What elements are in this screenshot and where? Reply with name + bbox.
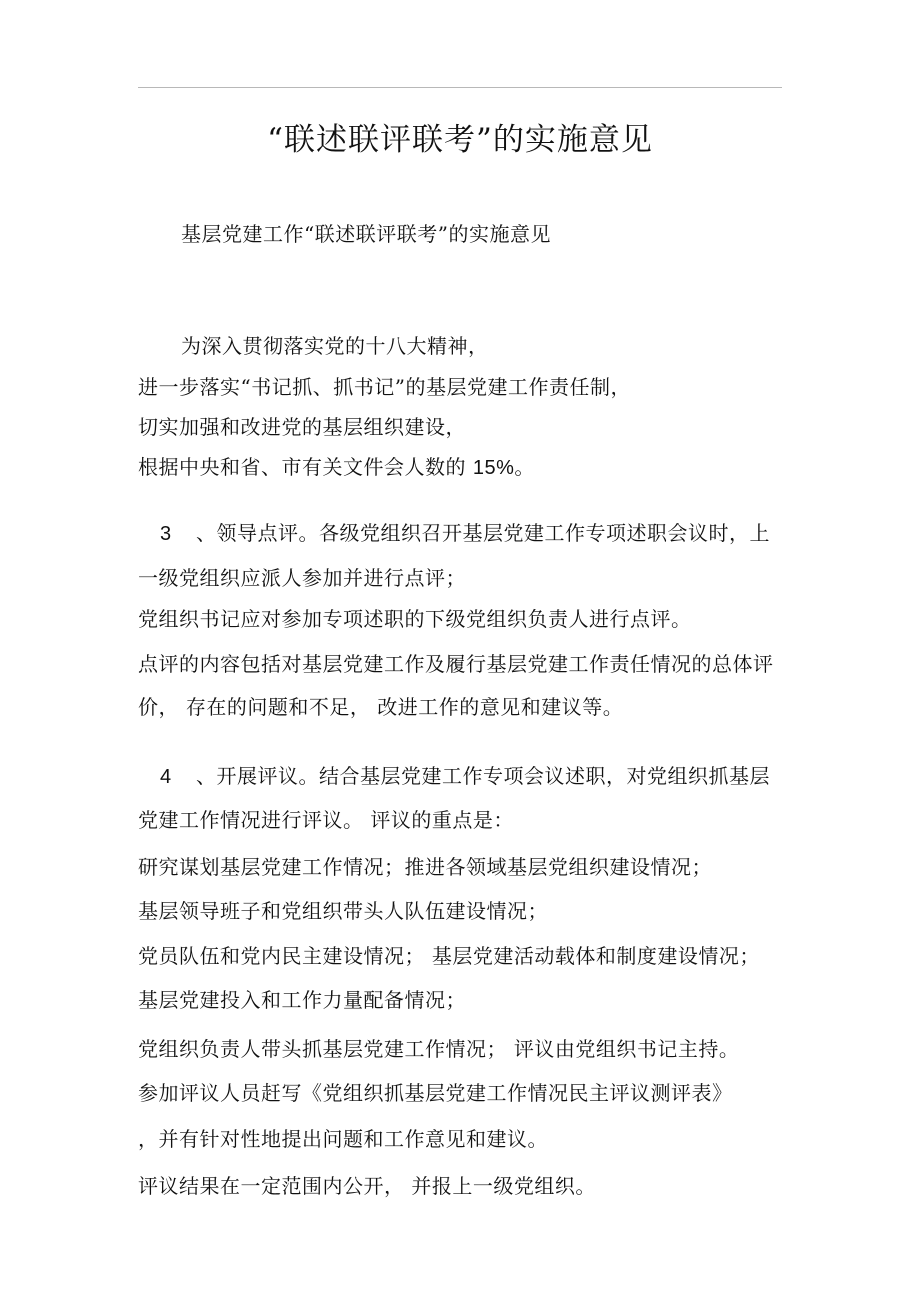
- section-4-line-8: 参加评议人员赶写《党组织抓基层党建工作情况民主评议测评表》: [138, 1081, 733, 1105]
- section-3-line-4: 点评的内容包括对基层党建工作及履行基层党建工作责任情况的总体评: [138, 652, 774, 676]
- intro-line-4-end: 。: [514, 455, 535, 479]
- header-rule: [138, 87, 782, 88]
- section-4-line-10: 评议结果在一定范围内公开， 并报上一级党组织。: [138, 1174, 596, 1198]
- intro-line-4: [138, 452, 535, 483]
- section-3-number: 3: [160, 523, 172, 545]
- section-3-line-2: 一级党组织应派人参加并进行点评；: [138, 566, 466, 590]
- section-4-line-6: 基层党建投入和工作力量配备情况；: [138, 988, 466, 1012]
- section-4-number: 4: [160, 766, 172, 788]
- section-4-line-1-text: 、开展评议。结合基层党建工作专项会议述职，对党组织抓基层: [196, 764, 770, 788]
- section-4-line-7: 党组织负责人带头抓基层党建工作情况； 评议由党组织书记主持。: [138, 1037, 740, 1061]
- section-4-line-3: 研究谋划基层党建工作情况；推进各领域基层党组织建设情况；: [138, 855, 712, 879]
- section-4-line-1: [138, 761, 770, 792]
- section-4-line-4: 基层领导班子和党组织带头人队伍建设情况；: [138, 899, 548, 923]
- document-subtitle: 基层党建工作“联述联评联考”的实施意见: [181, 222, 551, 246]
- intro-line-3: 切实加强和改进党的基层组织建设，: [138, 415, 466, 439]
- section-3-line-3: 党组织书记应对参加专项述职的下级党组织负责人进行点评。: [138, 607, 692, 631]
- section-4-line-5: 党员队伍和党内民主建设情况； 基层党建活动载体和制度建设情况；: [138, 944, 760, 968]
- section-3-line-5: 价， 存在的问题和不足， 改进工作的意见和建议等。: [138, 695, 624, 719]
- section-4-line-9: ，并有针对性地提出问题和工作意见和建议。: [138, 1127, 548, 1151]
- section-3-line-1-text: 、领导点评。各级党组织召开基层党建工作专项述职会议时，上: [196, 521, 770, 545]
- section-4-line-2: 党建工作情况进行评议。 评议的重点是：: [138, 808, 514, 832]
- section-3-line-1: [138, 518, 770, 549]
- intro-line-4-text: 根据中央和省、市有关文件会人数的: [138, 455, 473, 479]
- intro-line-1: 为深入贯彻落实党的十八大精神，: [181, 334, 489, 358]
- intro-line-2: 进一步落实“书记抓、抓书记”的基层党建工作责任制，: [138, 375, 631, 399]
- document-title: “联述联评联考”的实施意见: [267, 122, 653, 158]
- intro-percentage: 15%: [472, 457, 515, 479]
